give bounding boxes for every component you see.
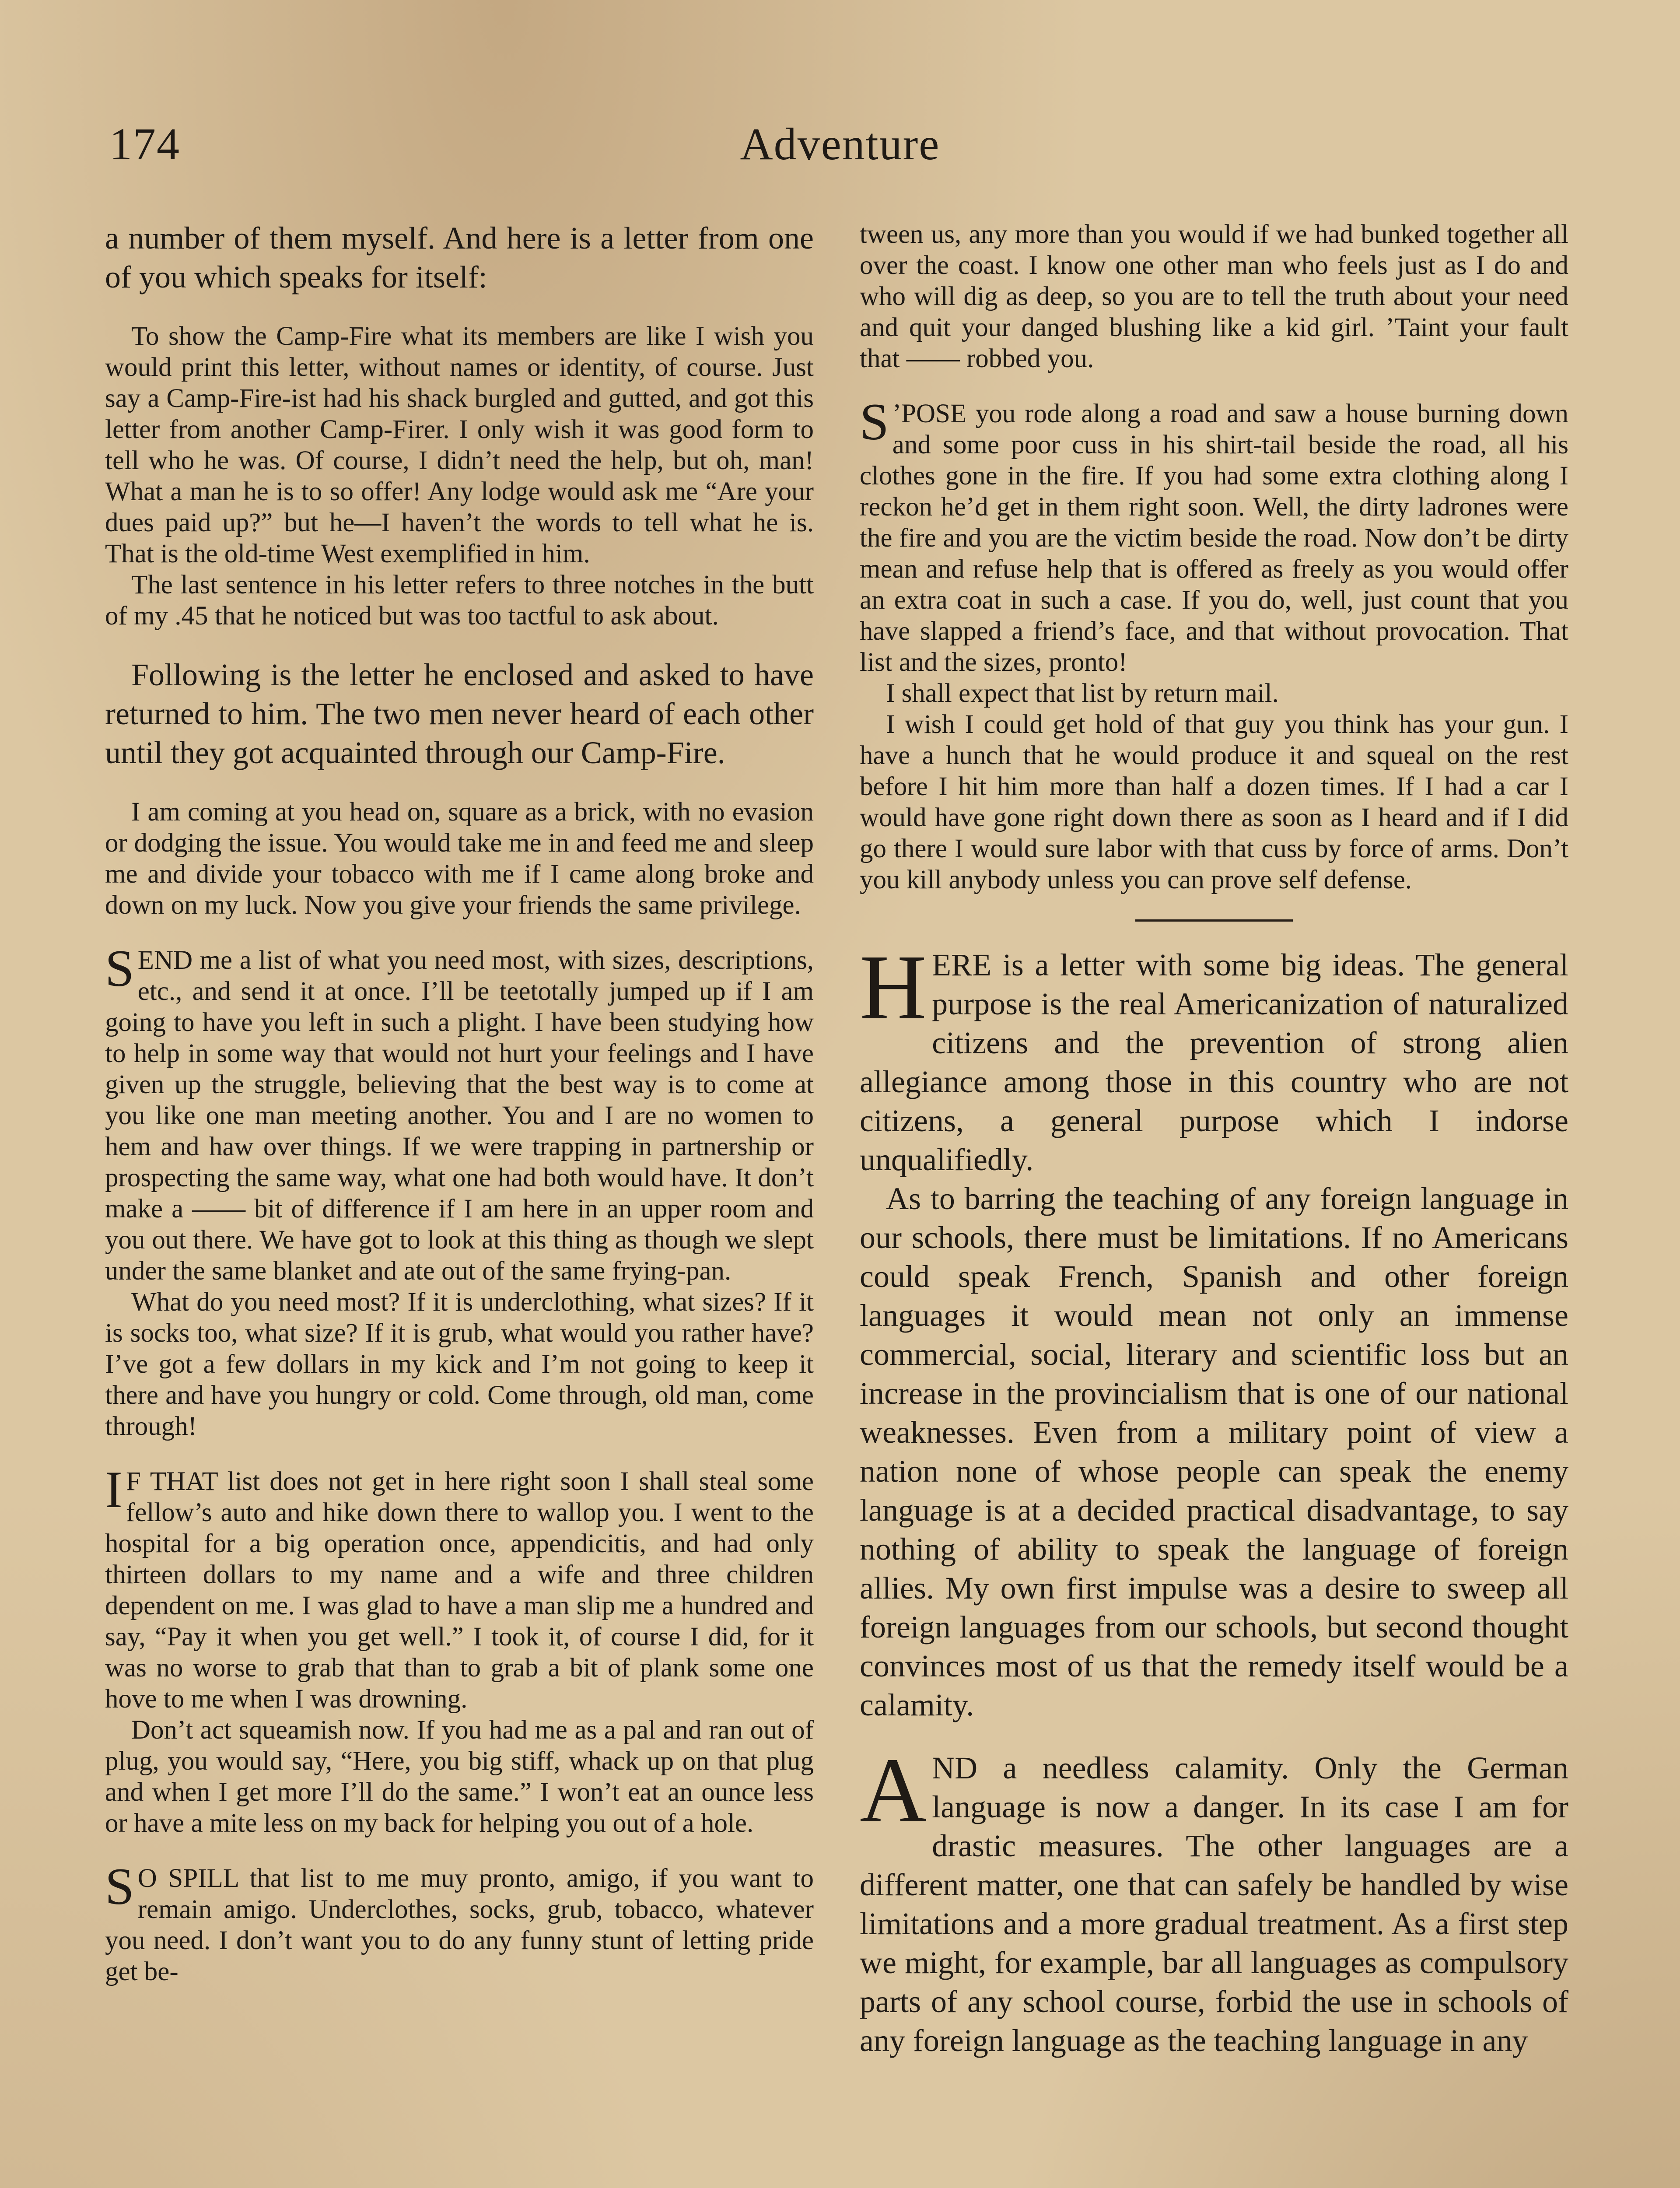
right-column (860, 219, 1568, 2084)
letter-paragraph: To show the Camp-Fire what its members are like I wish you would print this letter, without names or identity, of course. Just say a Camp-Fire-ist had his shack burgled and gutted, and got this letter from another Camp-Firer. I only wish it was good form to tell who he was. Of course, I didn’t need the help, but oh, man! What a man he is to so offer! Any lodge would ask me “Are your dues paid up?” but he—I haven’t the words to tell what he is. That is the old-time West exemplified in him. (105, 322, 814, 568)
what-paragraph: What do you need most? If it is underclothing, what sizes? If it is socks too, what size? If it is grub, what would you rather have? I’ve got a few dollars in my kick and I’m not going to keep it there and have you hungry or cold. Come through, old man, come through! (105, 1287, 814, 1441)
spose-section (860, 393, 1568, 895)
letter-paragraph: The last sentence in his letter refers to three notches in the butt of my .45 that he noticed but was too tactful to ask about. (105, 570, 814, 631)
following-section (105, 656, 814, 772)
page-header (109, 118, 1571, 179)
so-paragraph-wrap (105, 1857, 814, 1987)
drop-cap: S (105, 939, 134, 997)
here-section (860, 936, 1568, 1725)
left-column (105, 219, 814, 2011)
if-section (105, 1460, 814, 1839)
send-paragraph: END me a list of what you need most, with sizes, descriptions, etc., and send it at once. I’ll be teetotally jumped up if I am going to have you left in such a plight. I have been studying how to help in some way that would not hurt your feelings and I have given up the struggle, believing that the best way is to come at you like one man meeting another. You and I are no women to hem and haw over things. If we were trapping in partnership or prospecting the same way, what one had both would have. It don’t make a —— bit of difference if I am here in an upper room and you out there. We have got to look at this thing as though we slept under the same blanket and ate out of the same frying-pan. (105, 946, 814, 1286)
drop-cap: S (860, 393, 889, 451)
spose-paragraph: ’POSE you rode along a road and saw a house burning down and some poor cuss in his shirt-tail beside the road, all his clothes gone in the fire. If you had some extra clothing along I reckon he’d get in them right soon. Well, the dirty ladrones were the fire and you are the victim beside the road. Now don’t be dirty mean and refuse help that is offered as freely as you would offer an extra coat in such a case. If you do, well, just count that you have slapped a friend’s face, and that without provocation. That list and the sizes, pronto! (860, 399, 1568, 677)
continued-paragraph: tween us, any more than you would if we had bunked together all over the coast. I know one other man who feels just as I do and who will dig as deep, so you are to tell the truth about your need and quit your danged blushing like a kid girl. ’Taint your fault that —— robbed you. (860, 220, 1568, 373)
coming-paragraph: I am coming at you head on, square as a brick, with no evasion or dodging the issue. You would take me in and feed me and sleep me and divide your tobacco with me if I came along broke and down on my luck. Now you give your friends the same privilege. (105, 797, 814, 920)
following-paragraph: Following is the letter he enclosed and asked to have returned to him. The two men never heard of each other until they got acquainted through our Camp-Fire. (105, 657, 814, 770)
coming-section (105, 796, 814, 921)
dont-paragraph: Don’t act squeamish now. If you had me as a pal and ran out of plug, you would say, “Here, you big stiff, whack up on that plug and when I get more I’ll do the same.” I won’t eat an ounce less or have a mite less on my back for helping you out of a hole. (105, 1715, 814, 1838)
here-paragraph-wrap (860, 936, 1568, 1179)
and-section (860, 1739, 1568, 2060)
drop-cap: A (860, 1739, 927, 1841)
send-section (105, 939, 814, 1442)
continued-section (860, 219, 1568, 374)
quoted-letter (105, 321, 814, 631)
spose-paragraph-wrap (860, 393, 1568, 678)
drop-cap: H (860, 936, 927, 1038)
if-paragraph-wrap (105, 1460, 814, 1715)
and-paragraph-wrap (860, 1739, 1568, 2060)
page-number: 174 (109, 119, 180, 169)
expect-paragraph: I shall expect that list by return mail. (886, 679, 1279, 708)
wish-paragraph: I wish I could get hold of that guy you think has your gun. I have a hunch that he would produce it and squeal on the rest before I hit him more than half a dozen times. If I had a car I would have gone right down there as soon as I heard and if I did go there I would sure labor with that cuss by force of arms. Don’t you kill anybody unless you can prove self defense. (860, 710, 1568, 894)
so-section (105, 1857, 814, 1987)
section-divider (1135, 919, 1293, 922)
here-paragraph: ERE is a letter with some big ideas. The general purpose is the real Americanization of naturalized citizens and the prevention of strong alien allegiance among those in this country who are not citizens, a general purpose which I indorse unqualifiedly. (860, 947, 1568, 1177)
send-paragraph-wrap (105, 939, 814, 1287)
barring-paragraph: As to barring the teaching of any foreign language in our schools, there must be limitations. If no Americans could speak French, Spanish and other foreign languages it would mean not only an immense commercial, social, literary and scientific loss but an increase in the provincialism that is one of our national weaknesses. Even from a military point of view a nation none of whose people can speak the enemy language is at a decided practical disadvantage, to say nothing of ability to speak the language of foreign allies. My own first impulse was a desire to sweep all foreign languages from our schools, but second thought convinces most of us that the remedy itself would be a calamity. (860, 1181, 1568, 1722)
and-paragraph: ND a needless calamity. Only the German language is now a danger. In its case I am for drastic measures. The other languages are a different matter, one that can safely be handled by wise limitations and a more gradual treatment. As a first step we might, for example, bar all languages as compulsory parts of any school course, forbid the use in schools of any foreign language as the teaching language in any (860, 1750, 1568, 2058)
so-paragraph: O SPILL that list to me muy pronto, amigo, if you want to remain amigo. Underclothes, socks, grub, tobacco, whatever you need. I don’t want you to do any funny stunt of letting pride get be- (105, 1864, 814, 1986)
intro-paragraph: a number of them myself. And here is a letter from one of you which speaks for itself: (105, 221, 814, 295)
if-paragraph: F THAT list does not get in here right soon I shall steal some fellow’s auto and hike down there to wallop you. I went to the hospital for a big operation once, appendicitis, and had only thirteen dollars to my name and a wife and three children dependent on me. I was glad to have a man slip me a hundred and say, “Pay it when you get well.” I took it, of course I did, for it was no worse to grab that than to grab a bit of plank some one hove to me when I was drowning. (105, 1467, 814, 1714)
drop-cap: S (105, 1857, 134, 1915)
drop-cap: I (105, 1460, 122, 1518)
running-title: Adventure (740, 119, 940, 169)
